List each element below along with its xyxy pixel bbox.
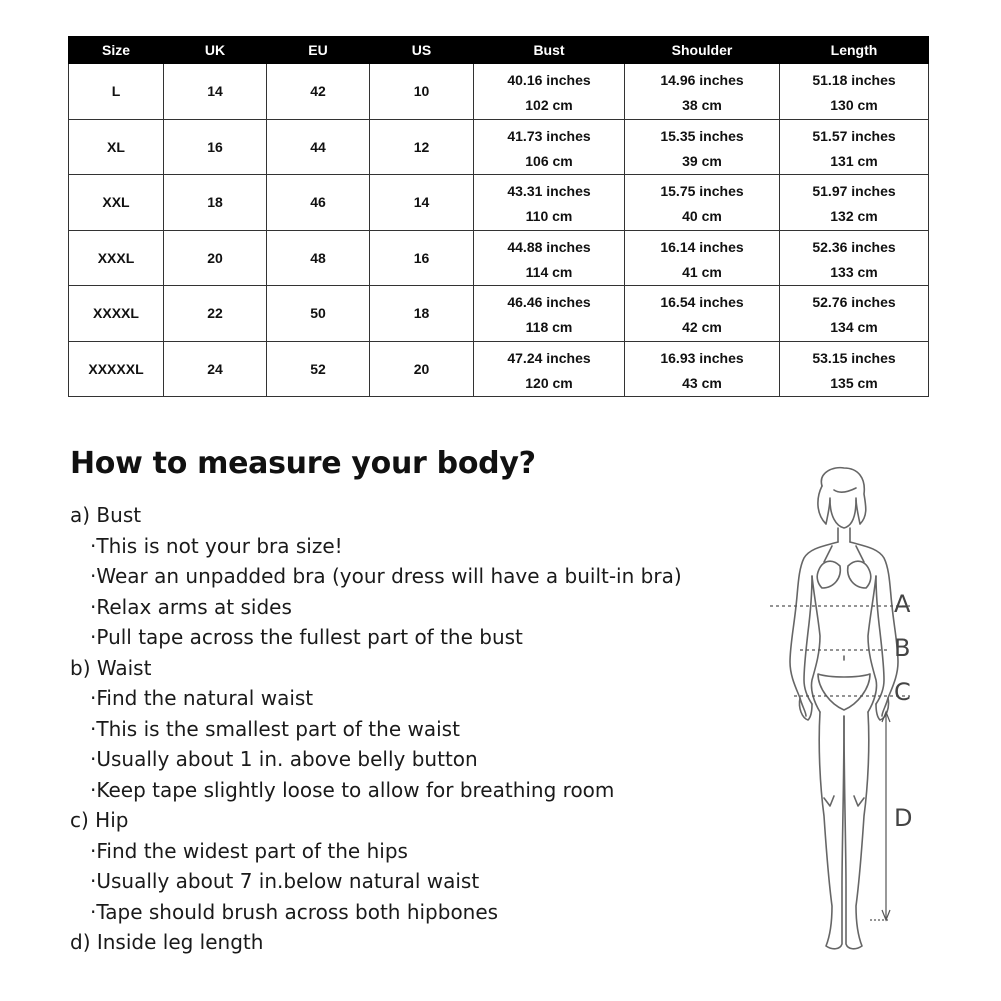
cell-shoulder [625,119,780,175]
guide-section-heading: c) Hip [70,808,129,832]
cell-bust [474,230,625,286]
cell-length [780,341,929,397]
length-cm: 133 cm [830,263,878,280]
guide-tip: ·Wear an unpadded bra (your dress will have a built-in bra) [90,564,682,588]
measurement-guide [70,500,710,958]
cell-eu: 52 [267,341,370,397]
bust-cm: 114 cm [525,263,573,280]
guide-section-heading: b) Waist [70,655,152,680]
cell-uk: 20 [164,230,267,286]
shoulder-cm: 43 cm [682,374,722,391]
cell-length [780,286,929,342]
shoulder-inches: 16.54 inches [660,294,744,311]
label-d: D [894,804,913,832]
length-inches: 51.57 inches [812,127,896,144]
bust-inches: 40.16 inches [507,72,591,89]
cell-shoulder [625,230,780,286]
cell-size: XXXL [69,230,164,286]
cell-bust [474,286,625,342]
length-inches: 51.18 inches [812,72,896,89]
cell-bust [474,119,625,175]
header-uk: UK [164,37,267,64]
bust-inches: 44.88 inches [507,238,591,255]
table-row [69,64,929,120]
length-cm: 131 cm [830,152,878,169]
bust-inches: 46.46 inches [507,294,591,311]
cell-shoulder [625,286,780,342]
cell-uk: 14 [164,64,267,120]
cell-uk: 24 [164,341,267,397]
cell-uk: 22 [164,286,267,342]
cell-us: 16 [370,230,474,286]
shoulder-inches: 16.14 inches [660,238,744,255]
cell-eu: 50 [267,286,370,342]
cell-size: XXXXXL [69,341,164,397]
cell-eu: 48 [267,230,370,286]
table-row [69,119,929,175]
shoulder-cm: 42 cm [682,319,722,336]
how-to-measure-title: How to measure your body? [70,446,536,481]
cell-shoulder [625,341,780,397]
cell-bust [474,64,625,120]
cell-size: L [69,64,164,120]
guide-tip: ·Find the widest part of the hips [90,838,408,863]
label-b: B [894,634,911,662]
table-row [69,230,929,286]
length-cm: 132 cm [830,208,878,225]
bust-cm: 102 cm [525,97,573,114]
cell-us: 12 [370,119,474,175]
cell-length [780,230,929,286]
guide-tip: ·Pull tape across the fullest part of the bust [90,625,523,649]
length-inches: 52.36 inches [812,238,896,255]
table-row [69,341,929,397]
cell-length [780,119,929,175]
shoulder-inches: 14.96 inches [660,72,744,89]
table-row [69,286,929,342]
cell-us: 18 [370,286,474,342]
length-cm: 130 cm [830,97,878,114]
bust-cm: 110 cm [525,208,573,225]
length-inches: 52.76 inches [812,294,896,311]
size-chart-table [68,36,929,397]
cell-bust [474,175,625,231]
guide-tip: ·This is the smallest part of the waist [90,716,460,741]
cell-uk: 16 [164,119,267,175]
guide-tip: ·Usually about 7 in.below natural waist [90,869,480,893]
cell-size: XL [69,119,164,175]
header-shoulder: Shoulder [625,37,780,64]
bust-cm: 106 cm [525,152,573,169]
cell-eu: 42 [267,64,370,120]
table-row [69,175,929,231]
bust-cm: 118 cm [525,319,573,336]
header-bust: Bust [474,37,625,64]
guide-tip: ·This is not your bra size! [90,533,343,558]
cell-shoulder [625,64,780,120]
guide-tip: ·Keep tape slightly loose to allow for breathing room [90,777,615,802]
guide-section-heading: d) Inside leg length [70,930,264,954]
cell-size: XXL [69,175,164,231]
cell-bust [474,341,625,397]
shoulder-cm: 40 cm [682,208,722,225]
cell-length [780,175,929,231]
cell-eu: 46 [267,175,370,231]
bust-inches: 47.24 inches [507,349,591,366]
guide-tip: ·Usually about 1 in. above belly button [90,747,478,771]
cell-length [780,64,929,120]
cell-eu: 44 [267,119,370,175]
length-inches: 51.97 inches [812,183,896,200]
guide-tip: ·Tape should brush across both hipbones [90,899,499,924]
header-us: US [370,37,474,64]
body-measurement-figure [760,466,930,966]
header-eu: EU [267,37,370,64]
shoulder-cm: 41 cm [682,263,722,280]
shoulder-cm: 38 cm [682,97,722,114]
length-cm: 134 cm [830,319,878,336]
cell-us: 20 [370,341,474,397]
guide-tip: ·Relax arms at sides [90,594,292,619]
label-a: A [894,590,911,618]
bust-inches: 43.31 inches [507,183,591,200]
label-c: C [894,678,911,706]
length-cm: 135 cm [830,374,878,391]
cell-us: 14 [370,175,474,231]
cell-shoulder [625,175,780,231]
cell-uk: 18 [164,175,267,231]
guide-tip: ·Find the natural waist [90,686,314,710]
cell-size: XXXXL [69,286,164,342]
body-figure-illustration [760,466,930,966]
header-length: Length [780,37,929,64]
bust-cm: 120 cm [525,374,573,391]
table-body [69,64,929,397]
cell-us: 10 [370,64,474,120]
shoulder-cm: 39 cm [682,152,722,169]
guide-section-heading: a) Bust [70,503,142,527]
shoulder-inches: 15.35 inches [660,127,744,144]
table-header-row [69,37,929,64]
shoulder-inches: 16.93 inches [660,349,744,366]
header-size: Size [69,37,164,64]
length-inches: 53.15 inches [812,349,896,366]
shoulder-inches: 15.75 inches [660,183,744,200]
bust-inches: 41.73 inches [507,127,591,144]
